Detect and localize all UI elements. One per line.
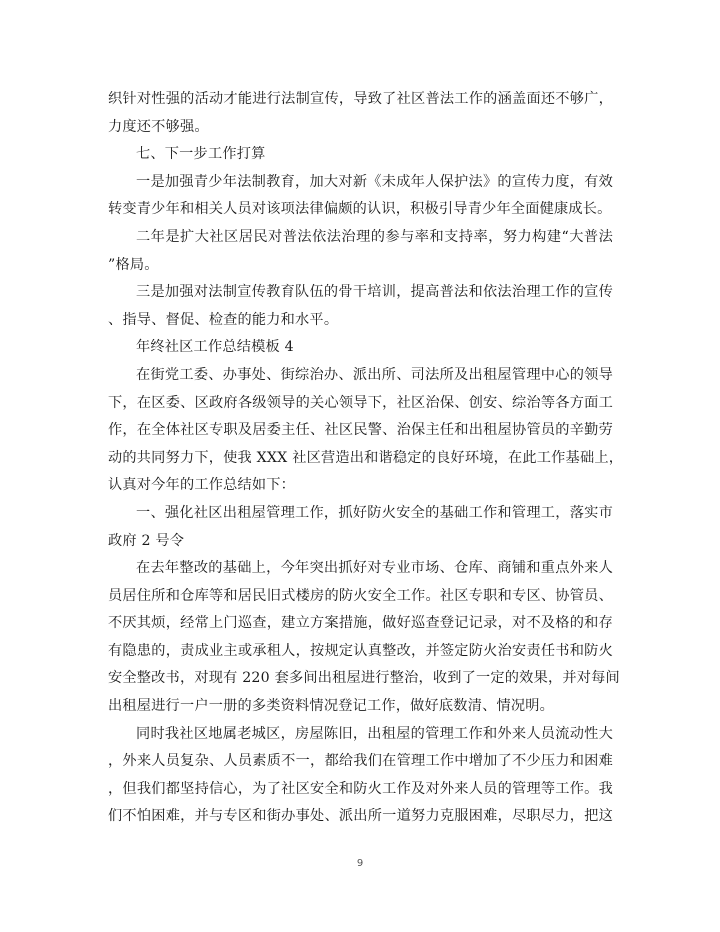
text-line: 有隐患的，责成业主或承租人，按规定认真整改，并签定防火治安责任书和防火 <box>108 642 613 659</box>
text-line: 同时我社区地属老城区，房屋陈旧，出租屋的管理工作和外来人员流动性大 <box>136 725 613 742</box>
text-line: 、指导、督促、检查的能力和水平。 <box>108 311 339 328</box>
text-line: 员居住所和仓库等和居民旧式楼房的防火安全工作。社区专职和专区、协管员、 <box>108 587 613 604</box>
text-line: 动的共同努力下，使我 XXX 社区营造出和谐稳定的良好环境，在此工作基础上， <box>108 449 624 466</box>
text-line: 出租屋进行一户一册的多类资料情况登记工作，做好底数清、情况明。 <box>108 698 555 715</box>
text-line: 认真对今年的工作总结如下： <box>108 477 296 494</box>
section-heading: 七、下一步工作打算 <box>136 146 266 163</box>
body-text <box>108 86 624 831</box>
text-line: 转变青少年和相关人员对该项法律偏颇的认识，积极引导青少年全面健康成长。 <box>108 201 612 218</box>
text-line: 作，在全体社区专职及居委主任、社区民警、治保主任和出租屋协管员的辛勤劳 <box>108 422 613 439</box>
page-number: 9 <box>356 858 364 869</box>
text-line: 一是加强青少年法制教育，加大对新《未成年人保护法》的宣传力度，有效 <box>136 173 613 190</box>
text-line: 在街党工委、办事处、街综治办、派出所、司法所及出租屋管理中心的领导 <box>136 366 613 383</box>
text-line: 二年是扩大社区居民对普法依法治理的参与率和支持率，努力构建“大普法 <box>136 228 613 245</box>
text-line: 一、强化社区出租屋管理工作，抓好防火安全的基础工作和管理工，落实市 <box>136 504 613 521</box>
text-line: 织针对性强的活动才能进行法制宣传，导致了社区普法工作的涵盖面还不够广， <box>108 91 613 107</box>
section-heading: 年终社区工作总结模板 4 <box>136 339 294 356</box>
text-line: 们不怕困难，并与专区和街办事处、派出所一道努力克服困难，尽职尽力，把这 <box>108 808 613 825</box>
text-line: 在去年整改的基础上，今年突出抓好对专业市场、仓库、商铺和重点外来人 <box>136 560 613 577</box>
text-line: 下，在区委、区政府各级领导的关心领导下，社区治保、创安、综治等各方面工 <box>108 394 613 411</box>
text-line: ，但我们都坚持信心，为了社区安全和防火工作及对外来人员的管理等工作。我 <box>108 780 613 797</box>
text-line: 不厌其烦，经常上门巡查，建立方案措施，做好巡查登记记录，对不及格的和存 <box>108 615 613 632</box>
text-line: 政府 2 号令 <box>108 532 185 549</box>
text-line: ，外来人员复杂、人员素质不一，都给我们在管理工作中增加了不少压力和困难 <box>108 753 613 770</box>
text-line: ”格局。 <box>108 256 159 273</box>
text-line: 三是加强对法制宣传教育队伍的骨干培训，提高普法和依法治理工作的宣传 <box>136 284 613 301</box>
text-line: 安全整改书，对现有 220 套多间出租屋进行整治，收到了一定的效果，并对每间 <box>108 670 620 687</box>
text-line: 力度还不够强。 <box>108 118 209 135</box>
